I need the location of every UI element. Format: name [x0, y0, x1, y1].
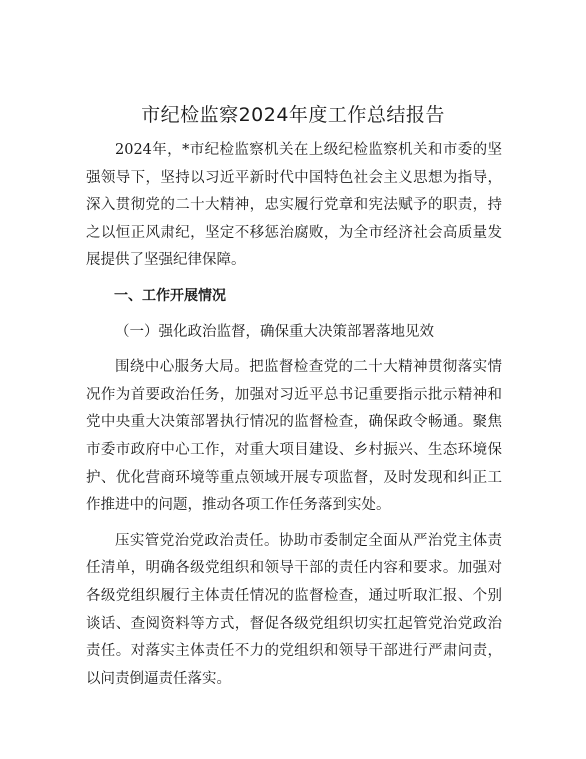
document-body — [86, 137, 502, 693]
body-paragraph: 围绕中心服务大局。把监督检查党的二十大精神贯彻落实情况作为首要政治任务，加强对习近平总书记重要指示批示精神和党中央重大决策部署执行情况的监督检查，确保政令畅通。聚焦市委市政府中心工作，对重大项目建设、乡村振兴、生态环境保护、优化营商环境等重点领域开展专项监督，及时发现和纠正工作推进中的问题，推动各项工作任务落到实处。 — [86, 359, 502, 514]
spacer — [86, 346, 502, 354]
body-paragraph: 压实管党治党政治责任。协助市委制定全面从严治党主体责任清单，明确各级党组织和领导干部的责任内容和要求。加强对各级党组织履行主体责任情况的监督检查，通过听取汇报、个别谈话、查阅资料等方式，督促各级党组织切实扛起管党治党政治责任。对落实主体责任不力的党组织和领导干部进行严肃问责，以问责倒逼责任落实。 — [86, 532, 502, 687]
section-heading: 一、工作开展情况 — [114, 287, 226, 304]
spacer — [86, 275, 502, 283]
spacer — [86, 311, 502, 319]
document-title: 市纪检监察2024年度工作总结报告 — [141, 104, 445, 126]
intro-paragraph: 2024年，*市纪检监察机关在上级纪检监察机关和市委的坚强领导下，坚持以习近平新时代中国特色社会主义思想为指导，深入贯彻党的二十大精神，忠实履行党章和宪法赋予的职责，持之以恒正风肃纪，坚定不移惩治腐败，为全市经济社会高质量发展提供了坚强纪律保障。 — [86, 142, 502, 269]
subsection-heading: （一）强化政治监督，确保重大决策部署落地见效 — [115, 323, 434, 340]
spacer — [86, 520, 502, 528]
